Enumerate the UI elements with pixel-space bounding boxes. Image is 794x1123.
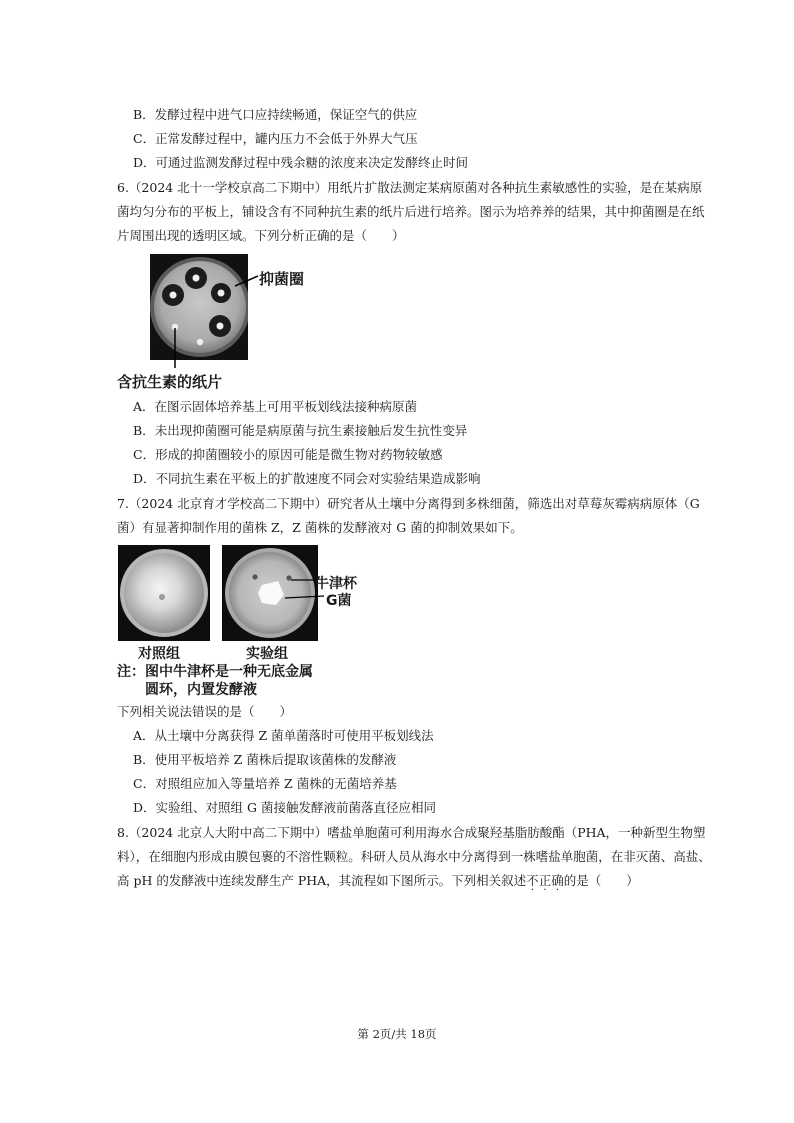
q5-option-d: D．可通过监测发酵过程中残余糖的浓度来决定发酵终止时间: [133, 155, 469, 170]
emphasis-char-3: 确 ·: [551, 873, 564, 896]
control-plate-agar: [124, 553, 204, 633]
q6-option-a: A．在图示固体培养基上可用平板划线法接种病原菌: [133, 399, 418, 414]
q6-stem-line3: 片周围出现的透明区域。下列分析正确的是（ ）: [117, 228, 405, 243]
emphasis-char-1: 不 ·: [526, 873, 539, 896]
emphasis-dot-3: ·: [555, 885, 560, 896]
q8-stem-line1: 8.（2024 北京人大附中高二下期中）嗜盐单胞菌可利用海水合成聚羟基脂肪酸酯（PHA，一种新型生物塑: [117, 825, 706, 840]
q7-question: 下列相关说法错误的是（ ）: [117, 704, 293, 719]
inhibition-zone-label: 抑菌圈: [259, 270, 305, 288]
q7-option-d: D．实验组、对照组 G 菌接触发酵液前菌落直径应相同: [133, 800, 436, 815]
q8-stem-line3: 高 pH 的发酵液中连续发酵生产 PHA，其流程如下图所示。下列相关叙述不 · 正 · 确 · 的是（ ）: [117, 873, 639, 896]
g-leader-line: [285, 596, 324, 598]
q5-option-c: C．正常发酵过程中，罐内压力不会低于外界大气压: [133, 131, 418, 146]
q6-option-c: C．形成的抑菌圈较小的原因可能是微生物对药物较敏感: [133, 447, 443, 462]
emphasis-char-2: 正 ·: [538, 873, 552, 896]
control-plate-cup: [159, 594, 165, 600]
antibiotic-disc-label: 含抗生素的纸片: [117, 373, 223, 391]
q6-option-b: B．未出现抑菌圈可能是病原菌与抗生素接触后发生抗性变异: [133, 423, 468, 438]
q7-stem-line1: 7.（2024 北京育才学校高二下期中）研究者从土壤中分离得到多株细菌，筛选出对草莓灰霉病病原体（G: [117, 496, 700, 511]
q7-option-a: A．从土壤中分离获得 Z 菌单菌落时可使用平板划线法: [133, 728, 434, 743]
q6-figure-leader-lines: [160, 254, 260, 384]
figure-note-line1: 注：图中牛津杯是一种无底金属: [117, 664, 313, 680]
emphasis-dot-2: ·: [543, 885, 547, 896]
zone-leader-line: [235, 276, 258, 286]
g-bacteria-label: G菌: [326, 593, 352, 609]
q5-option-b: B．发酵过程中进气口应持续畅通，保证空气的供应: [133, 107, 418, 122]
oxford-cup-label: 牛津杯: [315, 576, 357, 592]
control-group-label: 对照组: [138, 646, 180, 662]
oxford-cup-1: [252, 574, 257, 579]
q7-option-b: B．使用平板培养 Z 菌株后提取该菌株的发酵液: [133, 752, 397, 767]
q7-option-c: C．对照组应加入等量培养 Z 菌株的无菌培养基: [133, 776, 397, 791]
q6-stem-line1: 6.（2024 北十一学校京高二下期中）用纸片扩散法测定某病原菌对各种抗生素敏感性的实验，是在某病原: [117, 180, 703, 195]
page-footer: 第 2页/共 18页: [357, 1027, 437, 1041]
q7-stem-line2: 菌）有显著抑制作用的菌株 Z，Z 菌株的发酵液对 G 菌的抑制效果如下。: [117, 520, 523, 535]
q6-option-d: D．不同抗生素在平板上的扩散速度不同会对实验结果造成影响: [133, 471, 481, 486]
q8-stem-line2: 料），在细胞内形成由膜包裹的不溶性颗粒。科研人员从海水中分离得到一株嗜盐单胞菌，在非灭菌、高盐、: [117, 849, 711, 864]
figure-note-line2: 圆环，内置发酵液: [145, 682, 257, 698]
control-plate-photo: [118, 545, 210, 641]
emphasis-dot-1: ·: [530, 885, 535, 896]
experiment-group-label: 实验组: [246, 646, 288, 662]
q6-stem-line2: 菌均匀分布的平板上，铺设含有不同种抗生素的纸片后进行培养。图示为培养养的结果，其中抑菌圈是在纸: [117, 204, 705, 219]
control-plate-graphic: [118, 545, 210, 641]
